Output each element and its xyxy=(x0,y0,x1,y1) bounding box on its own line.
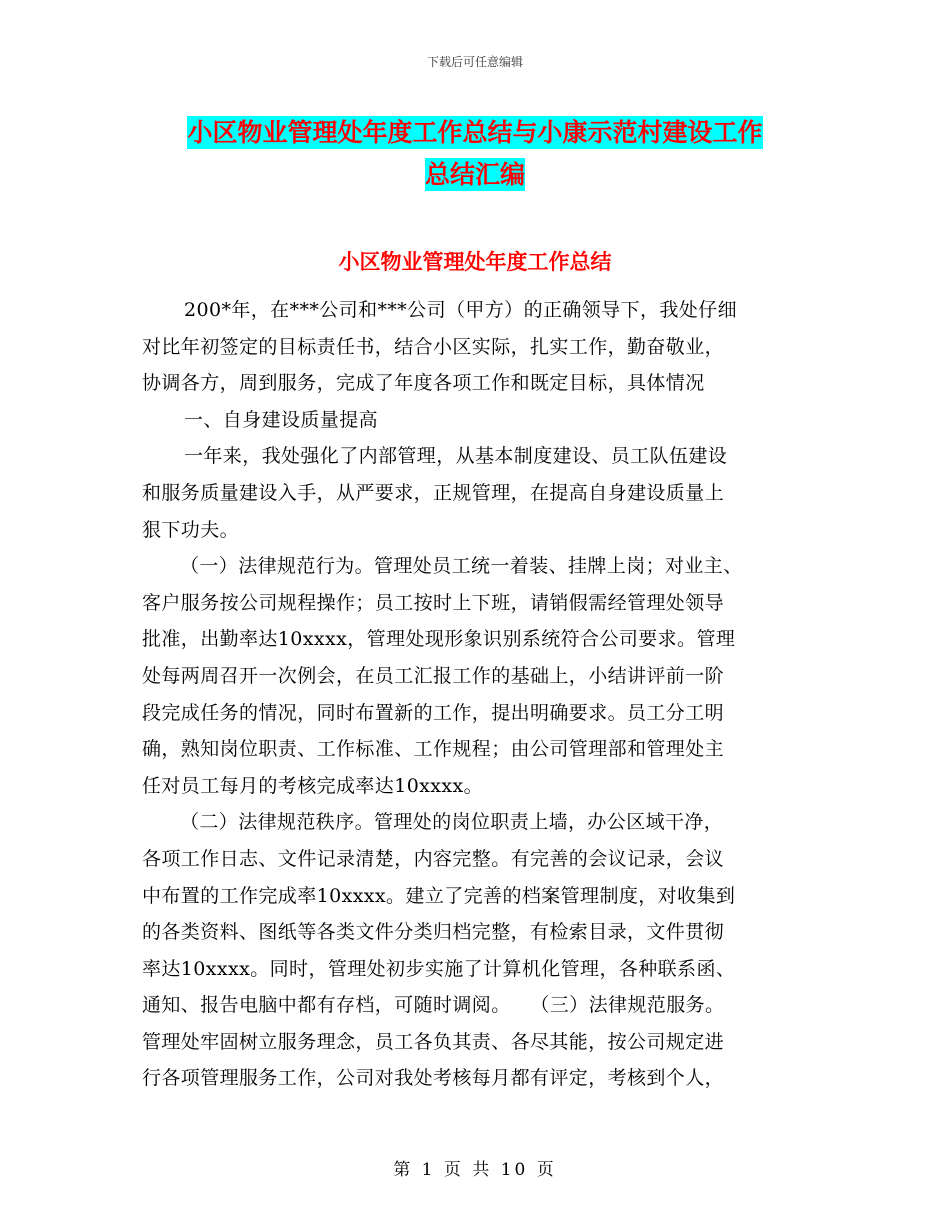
paragraph-line: （二）法律规范秩序。管理处的岗位职责上墙，办公区域干净， xyxy=(180,811,724,834)
paragraph-line: 各项工作日志、文件记录清楚，内容完整。有完善的会议记录，会议 xyxy=(142,847,725,870)
heading-line: 一、自身建设质量提高 xyxy=(184,408,379,431)
main-title xyxy=(0,112,950,196)
paragraph-line: 批准，出勤率达10xxxx，管理处现形象识别系统符合公司要求。管理 xyxy=(142,628,736,651)
paragraph-line: 200*年，在***公司和***公司（甲方）的正确领导下，我处仔细 xyxy=(184,299,737,321)
paragraph-line: （一）法律规范行为。管理处员工统一着装、挂牌上岗；对业主、 xyxy=(180,555,743,578)
paragraph-line: 和服务质量建设入手，从严要求，正规管理，在提高自身建设质量上 xyxy=(142,481,725,504)
paragraph-line: 一年来，我处强化了内部管理，从基本制度建设、员工队伍建设 xyxy=(184,445,728,468)
paragraph-line: 率达10xxxx。同时，管理处初步实施了计算机化管理，各种联系函、 xyxy=(142,957,736,980)
header-note: 下载后可任意编辑 xyxy=(426,55,523,69)
paragraph-line: 客户服务按公司规程操作；员工按时上下班，请销假需经管理处领导 xyxy=(142,591,725,614)
main-title-line-1: 小区物业管理处年度工作总结与小康示范村建设工作 xyxy=(187,118,763,147)
paragraph-line: 协调各方，周到服务，完成了年度各项工作和既定目标，具体情况 xyxy=(142,372,705,395)
paragraph-line: 的各类资料、图纸等各类文件分类归档完整，有检索目录，文件贯彻 xyxy=(142,921,725,944)
paragraph-line: 行各项管理服务工作，公司对我处考核每月都有评定，考核到个人， xyxy=(142,1067,725,1090)
paragraph-line: 对比年初签定的目标责任书，结合小区实际，扎实工作，勤奋敬业， xyxy=(142,335,725,358)
paragraph-line: 段完成任务的情况，同时布置新的工作，提出明确要求。员工分工明 xyxy=(142,701,725,724)
page-number-footer: 第 1 页 共 10 页 xyxy=(393,1160,557,1180)
paragraph-line: 确，熟知岗位职责、工作标准、工作规程；由公司管理部和管理处主 xyxy=(142,738,725,761)
body-text xyxy=(142,292,812,1097)
paragraph-line: 中布置的工作完成率10xxxx。建立了完善的档案管理制度，对收集到 xyxy=(142,884,736,907)
paragraph-line: 通知、报告电脑中都有存档，可随时调阅。 （三）法律规范服务。 xyxy=(142,994,725,1017)
paragraph-line: 管理处牢固树立服务理念，员工各负其责、各尽其能，按公司规定进 xyxy=(142,1030,725,1053)
paragraph-line: 狠下功夫。 xyxy=(142,518,240,541)
main-title-line-2: 总结汇编 xyxy=(424,160,525,189)
paragraph-line: 处每两周召开一次例会，在员工汇报工作的基础上，小结讲评前一阶 xyxy=(142,664,725,687)
section-title: 小区物业管理处年度工作总结 xyxy=(338,250,612,274)
paragraph-line: 任对员工每月的考核完成率达10xxxx。 xyxy=(142,774,484,797)
